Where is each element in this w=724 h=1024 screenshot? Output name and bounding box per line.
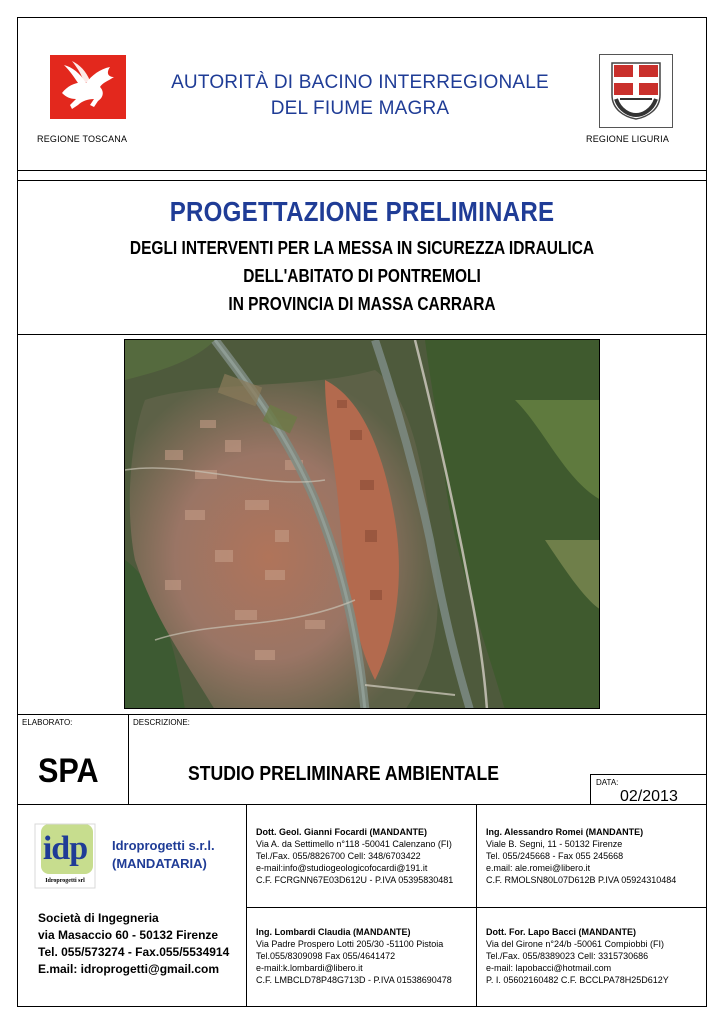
authority-title bbox=[130, 70, 590, 122]
contact-line: C.F. LMBCLD78P48G713D - P.IVA 01538690478 bbox=[256, 975, 452, 985]
contact-lombardi bbox=[256, 926, 452, 986]
contact-line: e-mail:k.lombardi@libero.it bbox=[256, 963, 363, 973]
divider-company-v bbox=[246, 804, 247, 1007]
descrizione-label: DESCRIZIONE: bbox=[133, 718, 190, 727]
divider-contacts-v bbox=[476, 804, 477, 1007]
company-name-block bbox=[112, 837, 215, 873]
idp-logo bbox=[33, 822, 97, 892]
date-box-left bbox=[590, 774, 591, 804]
contact-line: Tel./Fax. 055/8389023 Cell: 3315730686 bbox=[486, 951, 649, 961]
project-title: PROGETTAZIONE PRELIMINARE bbox=[169, 196, 555, 227]
contact-name: Dott. Geol. Gianni Focardi (MANDANTE) bbox=[256, 827, 427, 837]
contact-romei bbox=[486, 826, 676, 886]
cross-shield-emblem-icon bbox=[600, 55, 672, 127]
contact-line: Via del Girone n°24/b -50061 Compiobbi (FI) bbox=[486, 939, 665, 949]
contact-line: Tel. 055/245668 - Fax 055 245668 bbox=[486, 851, 624, 861]
contact-line: Tel./Fax. 055/8826700 Cell: 348/6703422 bbox=[256, 851, 421, 861]
contact-line: Tel.055/8309098 Fax 055/4641472 bbox=[256, 951, 396, 961]
drawing-description: STUDIO PRELIMINARE AMBIENTALE bbox=[188, 763, 499, 785]
contact-line: Via Padre Prospero Lotti 205/30 -51100 Pistoia bbox=[256, 939, 444, 949]
divider-header bbox=[17, 170, 707, 171]
idp-logo-caption: Idroprogetti srl bbox=[45, 878, 85, 884]
company-info-4: E.mail: idroprogetti@gmail.com bbox=[38, 962, 220, 976]
divider-elaborato-v bbox=[128, 714, 129, 804]
drawing-date: 02/2013 bbox=[620, 788, 678, 805]
region-right-label: REGIONE LIGURIA bbox=[586, 134, 670, 144]
contact-line: e-mail:info@studiogeologicofocardi@191.it bbox=[256, 863, 428, 873]
contact-bacci bbox=[486, 926, 669, 986]
authority-line-1: AUTORITÀ DI BACINO INTERREGIONALE bbox=[171, 72, 549, 93]
regione-toscana-logo bbox=[50, 55, 126, 119]
drawing-code: SPA bbox=[38, 752, 99, 790]
authority-line-2: DEL FIUME MAGRA bbox=[270, 98, 450, 119]
contact-focardi bbox=[256, 826, 453, 886]
company-name: Idroprogetti s.r.l. bbox=[112, 838, 215, 853]
project-subtitle-1: DEGLI INTERVENTI PER LA MESSA IN SICUREZZA IDRAULICA bbox=[129, 238, 595, 258]
region-left-label: REGIONE TOSCANA bbox=[37, 134, 128, 144]
contact-line: C.F. RMOLSN80L07D612B P.IVA 05924310484 bbox=[486, 875, 677, 885]
divider-title bbox=[17, 334, 707, 335]
project-subtitle-3: IN PROVINCIA DI MASSA CARRARA bbox=[228, 294, 496, 314]
project-subtitle-2: DELL'ABITATO DI PONTREMOLI bbox=[243, 266, 481, 286]
aerial-photo-drawing bbox=[125, 340, 600, 709]
company-info-3: Tel. 055/573274 - Fax.055/5534914 bbox=[38, 945, 230, 959]
company-info-1: Società di Ingegneria bbox=[38, 911, 159, 925]
date-box-top bbox=[590, 774, 707, 775]
company-info-block bbox=[38, 910, 229, 978]
contact-line: P. I. 05602160482 C.F. BCCLPA78H25D612Y bbox=[486, 975, 669, 985]
idp-logo-text: idp bbox=[42, 830, 88, 867]
regione-liguria-logo bbox=[599, 54, 673, 128]
contact-line: C.F. FCRGNN67E03D612U - P.IVA 05395830481 bbox=[256, 875, 454, 885]
contact-line: Via A. da Settimello n°118 -50041 Calenzano (FI) bbox=[256, 839, 452, 849]
company-role: (MANDATARIA) bbox=[112, 856, 207, 871]
aerial-town-photo bbox=[124, 339, 600, 709]
contact-line: e-mail: lapobacci@hotmail.com bbox=[486, 963, 612, 973]
company-info-2: via Masaccio 60 - 50132 Firenze bbox=[38, 928, 219, 942]
pegasus-emblem-icon bbox=[50, 55, 126, 119]
contact-name: Dott. For. Lapo Bacci (MANDANTE) bbox=[486, 927, 636, 937]
divider-elaborato bbox=[17, 804, 707, 805]
date-label: DATA: bbox=[596, 778, 619, 787]
divider-header-2 bbox=[17, 180, 707, 181]
divider-photo bbox=[17, 714, 707, 715]
contact-name: Ing. Alessandro Romei (MANDANTE) bbox=[486, 827, 644, 837]
contact-name: Ing. Lombardi Claudia (MANDANTE) bbox=[256, 927, 411, 937]
contact-line: Viale B. Segni, 11 - 50132 Firenze bbox=[486, 839, 623, 849]
elaborato-label: ELABORATO: bbox=[22, 718, 73, 727]
contact-line: e.mail: ale.romei@libero.it bbox=[486, 863, 591, 873]
